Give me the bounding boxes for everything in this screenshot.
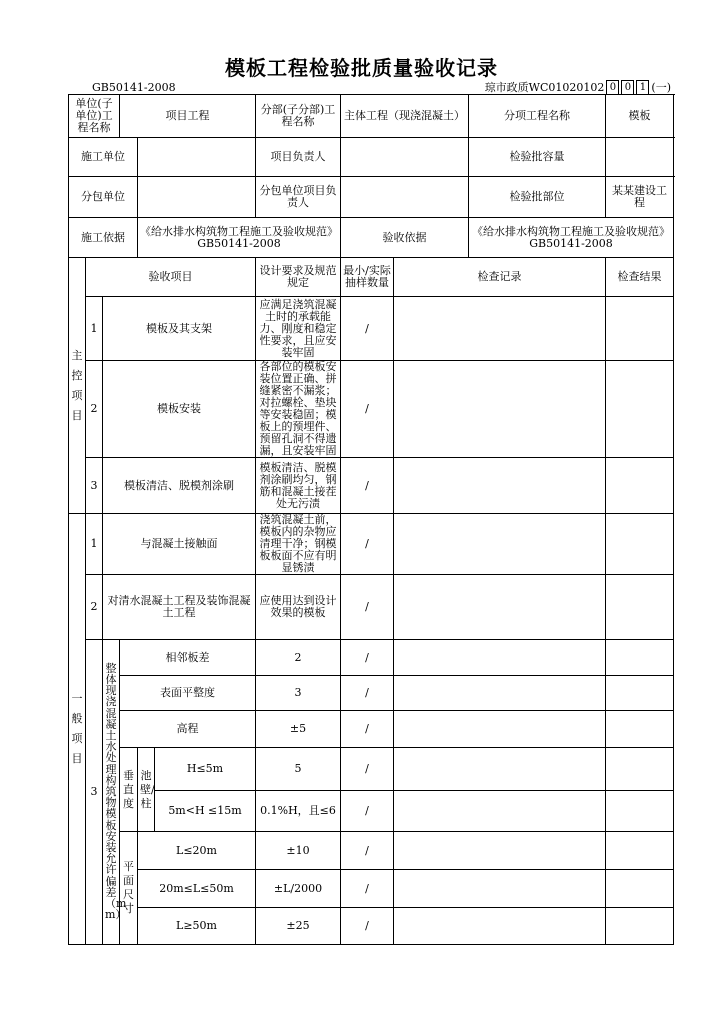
general-item-2-record[interactable] (394, 575, 606, 640)
batch-capacity-label: 检验批容量 (469, 138, 606, 177)
column-requirement-header: 设计要求及规范规定 (256, 258, 341, 297)
column-record-header: 检查记录 (394, 258, 606, 297)
vertical-2-requirement: 0.1%H，且≤6 (256, 791, 341, 832)
adjacent-offset-requirement: 2 (256, 640, 341, 676)
table-row (69, 297, 674, 361)
general-item-2-no: 2 (86, 575, 103, 640)
subitem-name-label: 分项工程名称 (469, 95, 606, 138)
general-item-1-name: 与混凝土接触面 (103, 514, 256, 575)
construction-unit-label: 施工单位 (69, 138, 138, 177)
main-items-label: 主控项目 (69, 258, 86, 514)
inspection-table (68, 94, 674, 945)
elevation-requirement: ±5 (256, 711, 341, 748)
plane-3-sampling[interactable]: / (341, 908, 394, 945)
header-row-1 (69, 95, 674, 138)
main-item-1-requirement: 应满足浇筑混凝土时的承载能力、刚度和稳定性要求，且应安装牢固 (256, 297, 341, 361)
plane-1-result[interactable] (606, 832, 674, 870)
general-item-1-no: 1 (86, 514, 103, 575)
vertical-1-name: H≤5m (155, 748, 256, 791)
column-result-header: 检查结果 (606, 258, 674, 297)
table-row (69, 640, 674, 676)
plane-1-sampling[interactable]: / (341, 832, 394, 870)
elevation-result[interactable] (606, 711, 674, 748)
table-row (69, 711, 674, 748)
general-item-2-result[interactable] (606, 575, 674, 640)
main-item-1-no: 1 (86, 297, 103, 361)
main-item-1-record[interactable] (394, 297, 606, 361)
batch-location-label: 检验批部位 (469, 177, 606, 218)
plane-2-record[interactable] (394, 870, 606, 908)
adjacent-offset-result[interactable] (606, 640, 674, 676)
header-row-4 (69, 218, 674, 258)
table-row (69, 791, 674, 832)
vertical-2-name: 5m<H ≤15m (155, 791, 256, 832)
main-item-2-requirement: 各部位的模板安装位置正确、拼缝紧密不漏浆；对拉螺栓、垫块等安装稳固；模板上的预埋件、预留孔洞不得遗漏，且安装牢固 (256, 361, 341, 458)
tolerance-no: 3 (86, 640, 103, 945)
subcontract-pm-value[interactable] (341, 177, 469, 218)
plane-1-name: L≤20m (138, 832, 256, 870)
acceptance-basis-label: 验收依据 (341, 218, 469, 258)
plane-3-result[interactable] (606, 908, 674, 945)
pool-wall-column-label: 池壁/柱 (138, 748, 155, 832)
general-item-2-name: 对清水混凝土工程及装饰混凝土工程 (103, 575, 256, 640)
table-row (69, 908, 674, 945)
table-row (69, 832, 674, 870)
vertical-1-requirement: 5 (256, 748, 341, 791)
adjacent-offset-name: 相邻板差 (120, 640, 256, 676)
main-item-1-name: 模板及其支架 (103, 297, 256, 361)
general-item-1-result[interactable] (606, 514, 674, 575)
main-item-2-no: 2 (86, 361, 103, 458)
table-row (69, 361, 674, 458)
main-item-1-result[interactable] (606, 297, 674, 361)
general-item-1-sampling[interactable]: / (341, 514, 394, 575)
division-name-value[interactable]: 主体工程（现浇混凝土） (341, 95, 469, 138)
main-item-3-no: 3 (86, 458, 103, 514)
subcontract-unit-label: 分包单位 (69, 177, 138, 218)
column-header-row (69, 258, 674, 297)
plane-1-requirement: ±10 (256, 832, 341, 870)
unit-name-value[interactable]: 项目工程 (120, 95, 256, 138)
construction-unit-value[interactable] (138, 138, 256, 177)
main-item-2-sampling[interactable]: / (341, 361, 394, 458)
main-item-1-sampling[interactable]: / (341, 297, 394, 361)
vertical-2-record[interactable] (394, 791, 606, 832)
plane-3-requirement: ±25 (256, 908, 341, 945)
plane-1-record[interactable] (394, 832, 606, 870)
table-row (69, 458, 674, 514)
construction-basis-label: 施工依据 (69, 218, 138, 258)
division-name-label: 分部(子分部)工程名称 (256, 95, 341, 138)
plane-2-requirement: ±L/2000 (256, 870, 341, 908)
record-code-prefix: 琼市政质WC01020102 (484, 81, 605, 94)
main-item-3-record[interactable] (394, 458, 606, 514)
record-code (485, 79, 671, 95)
header-row-3 (69, 177, 674, 218)
adjacent-offset-record[interactable] (394, 640, 606, 676)
general-items-label: 一般项目 (69, 514, 86, 945)
main-item-3-requirement: 模板清洁、脱模剂涂刷均匀，钢筋和混凝土接茬处无污渍 (256, 458, 341, 514)
record-code-box-3: 1 (636, 80, 649, 95)
standard-code: GB50141-2008 (92, 81, 176, 94)
plane-2-name: 20m≤L≤50m (138, 870, 256, 908)
elevation-record[interactable] (394, 711, 606, 748)
plane-size-label: 平面尺寸 (120, 832, 138, 945)
main-item-3-sampling[interactable]: / (341, 458, 394, 514)
record-code-box-1: 0 (606, 80, 619, 95)
vertical-1-result[interactable] (606, 748, 674, 791)
header-row-2 (69, 138, 674, 177)
main-item-3-name: 模板清洁、脱模剂涂刷 (103, 458, 256, 514)
main-item-2-record[interactable] (394, 361, 606, 458)
vertical-1-sampling[interactable]: / (341, 748, 394, 791)
unit-name-label: 单位(子单位)工程名称 (69, 95, 120, 138)
subcontract-pm-label: 分包单位项目负责人 (256, 177, 341, 218)
table-row (69, 748, 674, 791)
column-sampling-header: 最小/实际抽样数量 (341, 258, 394, 297)
surface-flatness-record[interactable] (394, 676, 606, 711)
general-item-1-record[interactable] (394, 514, 606, 575)
plane-2-sampling[interactable]: / (341, 870, 394, 908)
surface-flatness-name: 表面平整度 (120, 676, 256, 711)
elevation-sampling[interactable]: / (341, 711, 394, 748)
main-item-2-name: 模板安装 (103, 361, 256, 458)
batch-capacity-value[interactable] (606, 138, 674, 177)
subitem-name-value[interactable]: 模板 (606, 95, 674, 138)
surface-flatness-requirement: 3 (256, 676, 341, 711)
column-item-header: 验收项目 (86, 258, 256, 297)
adjacent-offset-sampling[interactable]: / (341, 640, 394, 676)
construction-basis-value: 《给水排水构筑物工程施工及验收规范》GB50141-2008 (138, 218, 341, 258)
plane-3-name: L≥50m (138, 908, 256, 945)
vertical-1-record[interactable] (394, 748, 606, 791)
batch-location-value[interactable]: 某某建设工程 (606, 177, 674, 218)
surface-flatness-sampling[interactable]: / (341, 676, 394, 711)
project-manager-label: 项目负责人 (256, 138, 341, 177)
table-row (69, 575, 674, 640)
acceptance-basis-value: 《给水排水构筑物工程施工及验收规范》GB50141-2008 (469, 218, 674, 258)
table-row (69, 676, 674, 711)
general-item-2-sampling[interactable]: / (341, 575, 394, 640)
elevation-name: 高程 (120, 711, 256, 748)
record-code-box-2: 0 (621, 80, 634, 95)
verticality-label: 垂直度 (120, 748, 138, 832)
main-item-2-result[interactable] (606, 361, 674, 458)
tolerance-label: 整体现浇混凝土水处理构筑物模板安装允许偏差（mm） (103, 640, 120, 945)
surface-flatness-result[interactable] (606, 676, 674, 711)
plane-3-record[interactable] (394, 908, 606, 945)
page-title: 模板工程检验批质量验收记录 (225, 56, 498, 80)
plane-2-result[interactable] (606, 870, 674, 908)
project-manager-value[interactable] (341, 138, 469, 177)
table-row (69, 514, 674, 575)
subcontract-unit-value[interactable] (138, 177, 256, 218)
general-item-2-requirement: 应使用达到设计效果的模板 (256, 575, 341, 640)
record-code-suffix: (一) (651, 81, 671, 94)
table-row (69, 870, 674, 908)
general-item-1-requirement: 浇筑混凝土前，模板内的杂物应清理干净；钢模板板面不应有明显锈渍 (256, 514, 341, 575)
main-item-3-result[interactable] (606, 458, 674, 514)
vertical-2-sampling[interactable]: / (341, 791, 394, 832)
vertical-2-result[interactable] (606, 791, 674, 832)
